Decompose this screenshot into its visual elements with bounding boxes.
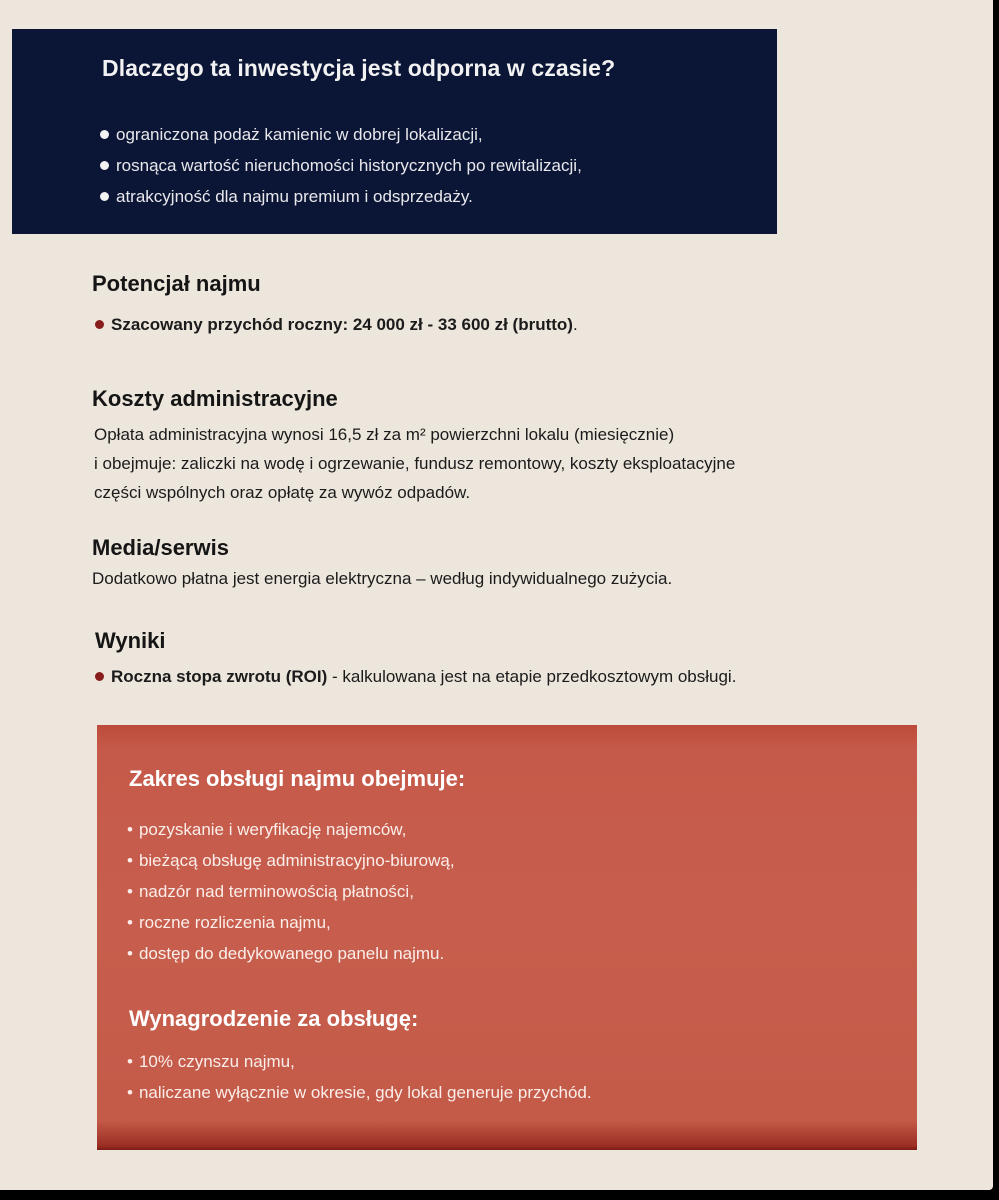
list-item: • 10% czynszu najmu,	[127, 1052, 295, 1071]
rental-income-item: Szacowany przychód roczny: 24 000 zł - 33 600 zł (brutto).	[95, 310, 578, 339]
list-item: ograniczona podaż kamienic w dobrej lokalizacji,	[100, 119, 582, 150]
list-item: • naliczane wyłącznie w okresie, gdy lokal generuje przychód.	[127, 1083, 592, 1102]
bullet-icon	[100, 192, 109, 201]
bullet-icon	[95, 672, 104, 681]
service-fee-heading: Wynagrodzenie za obsługę:	[129, 1006, 419, 1031]
rental-service-box	[97, 725, 917, 1150]
investment-resilience-title: Dlaczego ta inwestycja jest odporna w czasie?	[102, 55, 616, 81]
list-item: • dostęp do dedykowanego panelu najmu.	[127, 944, 445, 963]
list-item: • roczne rozliczenia najmu,	[127, 913, 331, 932]
results-heading: Wyniki	[95, 628, 166, 653]
roi-item: Roczna stopa zwrotu (ROI) - kalkulowana jest na etapie przedkosztowym obsługi.	[95, 662, 736, 691]
list-item: • pozyskanie i weryfikację najemców,	[127, 820, 407, 839]
media-heading: Media/serwis	[92, 535, 229, 560]
rental-potential-heading: Potencjał najmu	[92, 271, 261, 296]
admin-costs-heading: Koszty administracyjne	[92, 386, 338, 411]
media-text: Dodatkowo płatna jest energia elektryczna – według indywidualnego zużycia.	[92, 569, 673, 588]
list-item: atrakcyjność dla najmu premium i odsprzedaży.	[100, 181, 582, 212]
investment-resilience-list	[100, 119, 582, 212]
roi-label: Roczna stopa zwrotu (ROI)	[111, 667, 328, 686]
bullet-icon	[100, 130, 109, 139]
service-scope-heading: Zakres obsługi najmu obejmuje:	[129, 766, 466, 791]
service-scope-list	[127, 814, 455, 969]
list-item: • nadzór nad terminowością płatności,	[127, 882, 414, 901]
bullet-icon	[95, 320, 104, 329]
investment-resilience-box	[12, 29, 777, 234]
list-item: rosnąca wartość nieruchomości historycznych po rewitalizacji,	[100, 150, 582, 181]
admin-costs-text: Opłata administracyjna wynosi 16,5 zł za m² powierzchni lokalu (miesięcznie) i obejmuje: zaliczki na wodę i ogrzewanie, fundusz remontowy, koszty eksploatacyjne części wspólnych oraz opłatę za wywóz odpadów.	[94, 425, 736, 502]
list-item: • bieżącą obsługę administracyjno-biurową,	[127, 851, 455, 870]
service-fee-list	[127, 1046, 592, 1108]
rental-income-value: Szacowany przychód roczny: 24 000 zł - 33 600 zł (brutto)	[111, 315, 573, 334]
bullet-icon	[100, 161, 109, 170]
